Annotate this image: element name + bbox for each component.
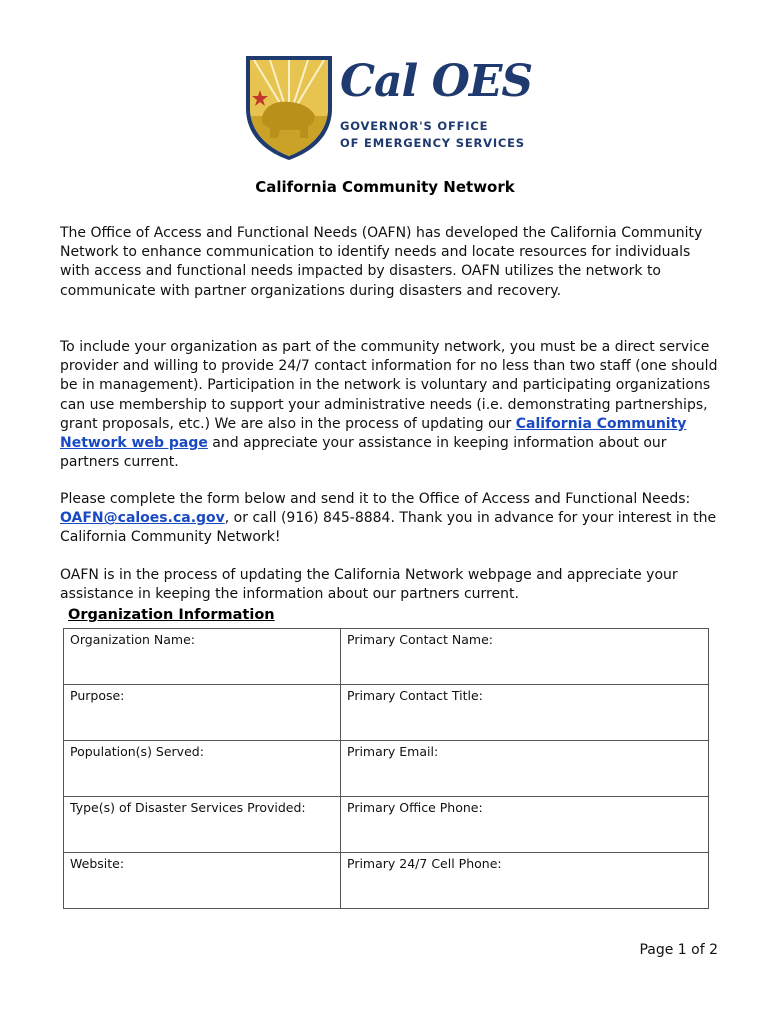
table-row: [64, 629, 709, 685]
community-network-link[interactable]: California Community Network web page: [60, 415, 687, 452]
purpose-field[interactable]: Purpose:: [64, 685, 341, 741]
brand-title: Cal OES: [340, 56, 533, 107]
populations-served-field[interactable]: Population(s) Served:: [64, 741, 341, 797]
membership-paragraph: [60, 338, 720, 472]
page-number: Page 1 of 2: [639, 942, 718, 958]
organization-info-heading: Organization Information: [68, 607, 275, 623]
table-row: [64, 741, 709, 797]
intro-paragraph: The Office of Access and Functional Needs (OAFN) has developed the California Community Network to enhance communication to identify needs and locate resources for individuals with access and functional needs impacted by disasters. OAFN utilizes the network to communicate with partner organizations during disasters and recovery.: [60, 225, 703, 299]
brand-subtitle-line2: OF EMERGENCY SERVICES: [340, 136, 525, 150]
membership-text-end: and appreciate your assistance in keeping information about our partners current.: [60, 435, 667, 471]
primary-contact-title-field[interactable]: Primary Contact Title:: [341, 685, 709, 741]
website-field[interactable]: Website:: [64, 853, 341, 909]
shield-bear-icon: [244, 56, 334, 160]
organization-name-field[interactable]: Organization Name:: [64, 629, 341, 685]
contact-paragraph: [60, 490, 720, 548]
table-row: [64, 797, 709, 853]
organization-info-table: [63, 628, 709, 909]
disaster-services-field[interactable]: Type(s) of Disaster Services Provided:: [64, 797, 341, 853]
contact-text-end: , or call (916) 845-8884. Thank you in advance for your interest in the California Community Network!: [60, 510, 717, 546]
table-row: [64, 853, 709, 909]
brand-subtitle-line1: GOVERNOR'S OFFICE: [340, 119, 489, 133]
membership-text-start: To include your organization as part of the community network, you must be a direct service provider and willing to provide 24/7 contact information for no less than two staff (one should be in management). Participation in the network is voluntary and participating organizations can use membership to support your administrative needs (i.e. demonstrating partnerships, grant proposals, etc.) We are also in the process of updating our: [60, 339, 718, 432]
update-paragraph: OAFN is in the process of updating the California Network webpage and appreciate your assistance in keeping the information about our partners current.: [60, 567, 678, 603]
primary-office-phone-field[interactable]: Primary Office Phone:: [341, 797, 709, 853]
table-row: [64, 685, 709, 741]
cal-oes-logo: [244, 56, 534, 160]
page-title: California Community Network: [255, 178, 515, 196]
primary-cell-phone-field[interactable]: Primary 24/7 Cell Phone:: [341, 853, 709, 909]
oafn-email-link[interactable]: OAFN@caloes.ca.gov: [60, 510, 225, 527]
contact-text-start: Please complete the form below and send it to the Office of Access and Functional Needs:: [60, 491, 691, 507]
primary-email-field[interactable]: Primary Email:: [341, 741, 709, 797]
primary-contact-name-field[interactable]: Primary Contact Name:: [341, 629, 709, 685]
